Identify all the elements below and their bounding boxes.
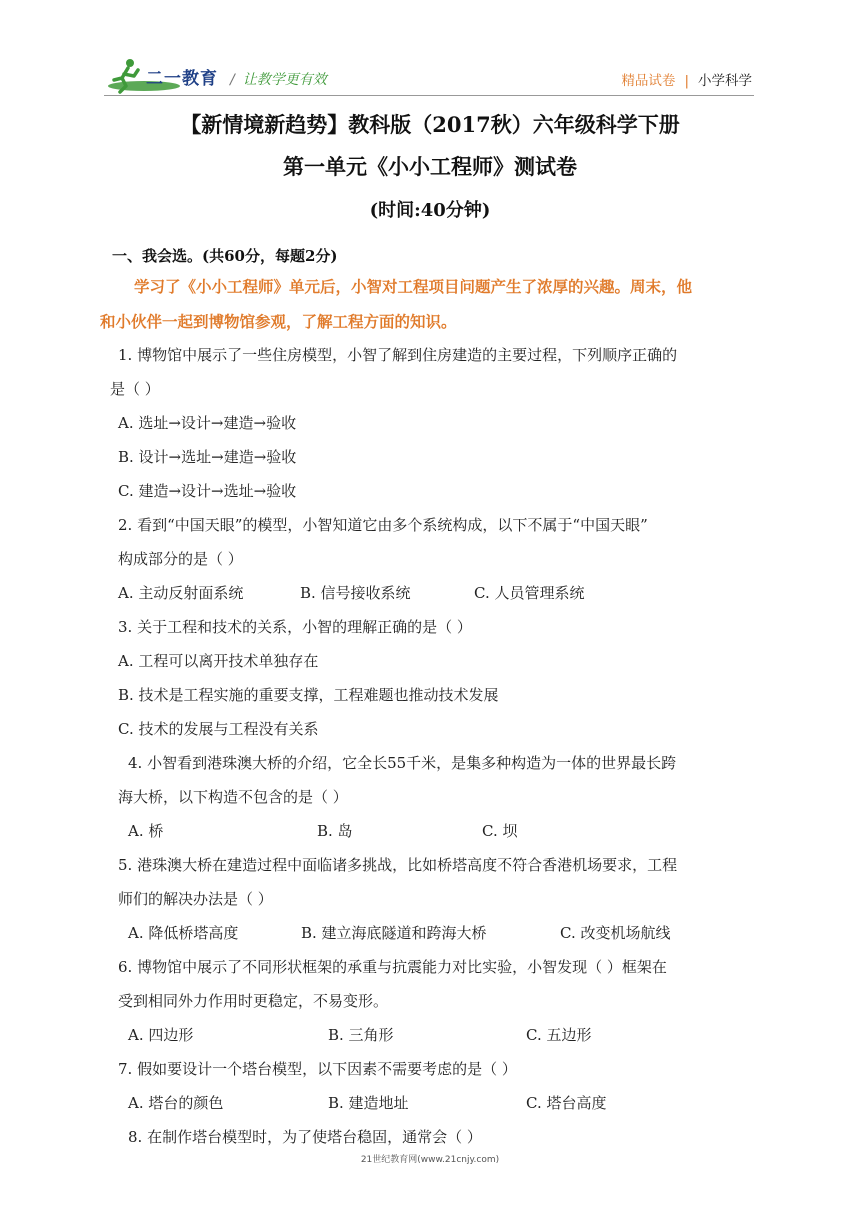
- question-6-stem: 6. 博物馆中展示了不同形状框架的承重与抗震能力对比实验，小智发现（ ）框架在: [118, 958, 667, 976]
- intro-line-2: 和小伙伴一起到博物馆参观，了解工程方面的知识。: [100, 312, 457, 331]
- page-footer: 21世纪教育网(www.21cnjy.com): [360, 1155, 500, 1165]
- question-6-stem-cont: 受到相同外力作用时更稳定，不易变形。: [118, 992, 389, 1010]
- question-7-option-b: B. 建造地址: [328, 1094, 409, 1112]
- question-7-option-a: A. 塔台的颜色: [128, 1094, 224, 1112]
- subject-label: 小学科学: [698, 73, 752, 89]
- question-1-option-b: B. 设计→选址→建造→验收: [118, 448, 297, 466]
- question-4-stem-cont: 海大桥，以下构造不包含的是（ ）: [118, 788, 348, 806]
- question-1-stem-cont: 是（ ）: [110, 380, 160, 398]
- question-4-option-b: B. 岛: [317, 822, 353, 840]
- question-5-option-b: B. 建立海底隧道和跨海大桥: [301, 924, 487, 942]
- question-2-option-c: C. 人员管理系统: [474, 584, 585, 602]
- question-2-option-b: B. 信号接收系统: [300, 584, 411, 602]
- question-2-stem-cont: 构成部分的是（ ）: [118, 550, 243, 568]
- question-7-option-c: C. 塔台高度: [526, 1094, 607, 1112]
- question-6-option-b: B. 三角形: [328, 1026, 394, 1044]
- question-6-option-c: C. 五边形: [526, 1026, 592, 1044]
- question-1-stem: 1. 博物馆中展示了一些住房模型，小智了解到住房建造的主要过程，下列顺序正确的: [118, 346, 678, 364]
- section-heading: 一、我会选。(共60分，每题2分): [112, 247, 338, 265]
- question-1-option-a: A. 选址→设计→建造→验收: [118, 414, 297, 432]
- question-4-option-a: A. 桥: [128, 822, 164, 840]
- slogan-text: 让教学更有效: [242, 72, 327, 88]
- question-2-stem: 2. 看到“中国天眼”的模型，小智知道它由多个系统构成，以下不属于“中国天眼”: [118, 516, 648, 534]
- question-3-stem: 3. 关于工程和技术的关系，小智的理解正确的是（ ）: [118, 618, 472, 636]
- question-8-stem: 8. 在制作塔台模型时，为了使塔台稳固，通常会（ ）: [128, 1128, 482, 1146]
- question-3-option-c: C. 技术的发展与工程没有关系: [118, 720, 319, 738]
- premium-label: 精品试卷: [621, 73, 676, 89]
- question-4-stem: 4. 小智看到港珠澳大桥的介绍，它全长55千米，是集多种构造为一体的世界最长跨: [128, 754, 677, 772]
- question-1-option-c: C. 建造→设计→选址→验收: [118, 482, 297, 500]
- question-3-option-a: A. 工程可以离开技术单独存在: [118, 652, 319, 670]
- question-7-stem: 7. 假如要设计一个塔台模型，以下因素不需要考虑的是（ ）: [118, 1060, 517, 1078]
- question-4-option-c: C. 坝: [482, 822, 518, 840]
- question-3-option-b: B. 技术是工程实施的重要支撑，工程难题也推动技术发展: [118, 686, 499, 704]
- doc-title-line2: 第一单元《小小工程师》测试卷: [283, 154, 577, 179]
- header-divider: [104, 95, 754, 96]
- logo-text: 二一教育: [146, 69, 218, 89]
- slogan: / 让教学更有效: [230, 72, 327, 88]
- doc-time-limit: (时间:40分钟): [369, 200, 491, 221]
- question-6-option-a: A. 四边形: [128, 1026, 194, 1044]
- header-badge: [621, 69, 752, 89]
- page-header: [0, 0, 860, 100]
- question-5-stem: 5. 港珠澳大桥在建造过程中面临诸多挑战，比如桥塔高度不符合香港机场要求，工程: [118, 856, 678, 874]
- question-5-stem-cont: 师们的解决办法是（ ）: [118, 890, 273, 908]
- intro-line-1: 学习了《小小工程师》单元后，小智对工程项目问题产生了浓厚的兴趣。周末，他: [134, 277, 693, 296]
- question-5-option-a: A. 降低桥塔高度: [128, 924, 239, 942]
- question-2-option-a: A. 主动反射面系统: [118, 584, 244, 602]
- question-5-option-c: C. 改变机场航线: [560, 924, 671, 942]
- badge-separator: |: [684, 73, 689, 89]
- doc-title-line1: 【新情境新趋势】教科版（2017秋）六年级科学下册: [180, 112, 680, 137]
